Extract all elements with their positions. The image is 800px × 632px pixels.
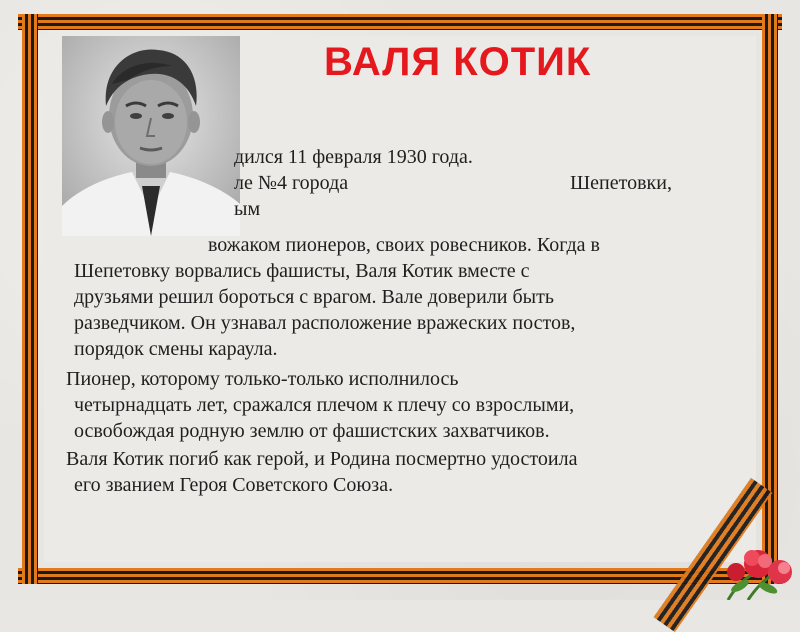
paragraph-2-line: четырнадцать лет, сражался плечом к плечу со взрослыми,	[74, 394, 575, 416]
paragraph-1-line: вожаком пионеров, своих ровесников. Когда в	[208, 234, 600, 256]
intro-line-2a: ле №4 города	[234, 172, 349, 194]
page-title: ВАЛЯ КОТИК	[324, 40, 592, 84]
paragraph-1-line: порядок смены караула.	[74, 338, 278, 360]
paragraph-3-line: его званием Героя Советского Союза.	[74, 474, 394, 496]
intro-line-2b: Шепетовки,	[570, 172, 672, 194]
intro-line-3: ым	[234, 198, 261, 220]
paragraph-2	[62, 366, 762, 444]
paragraph-3-line: Валя Котик погиб как герой, и Родина посмертно удостоила	[66, 448, 578, 470]
ribbon-frame-left	[22, 14, 38, 584]
paragraph-2-line: освобождая родную землю от фашистских захватчиков.	[74, 420, 550, 442]
intro-line-1: дился 11 февраля 1930 года.	[234, 146, 473, 168]
ribbon-frame-bottom	[18, 568, 782, 584]
paragraph-1-line: друзьями решил бороться с врагом. Вале доверили быть	[74, 286, 554, 308]
boy-portrait-icon	[62, 36, 240, 236]
ribbon-frame-top	[18, 14, 782, 30]
paragraph-3	[62, 446, 762, 498]
paragraph-1-line: Шепетовку ворвались фашисты, Валя Котик вместе с	[74, 260, 530, 282]
portrait-photo	[62, 36, 240, 236]
paragraph-1	[62, 232, 762, 362]
paragraph-2-line: Пионер, которому только-только исполнилось	[66, 368, 459, 390]
carnation-flowers-icon	[718, 528, 800, 600]
paragraph-1-line: разведчиком. Он узнавал расположение вражеских постов,	[74, 312, 576, 334]
